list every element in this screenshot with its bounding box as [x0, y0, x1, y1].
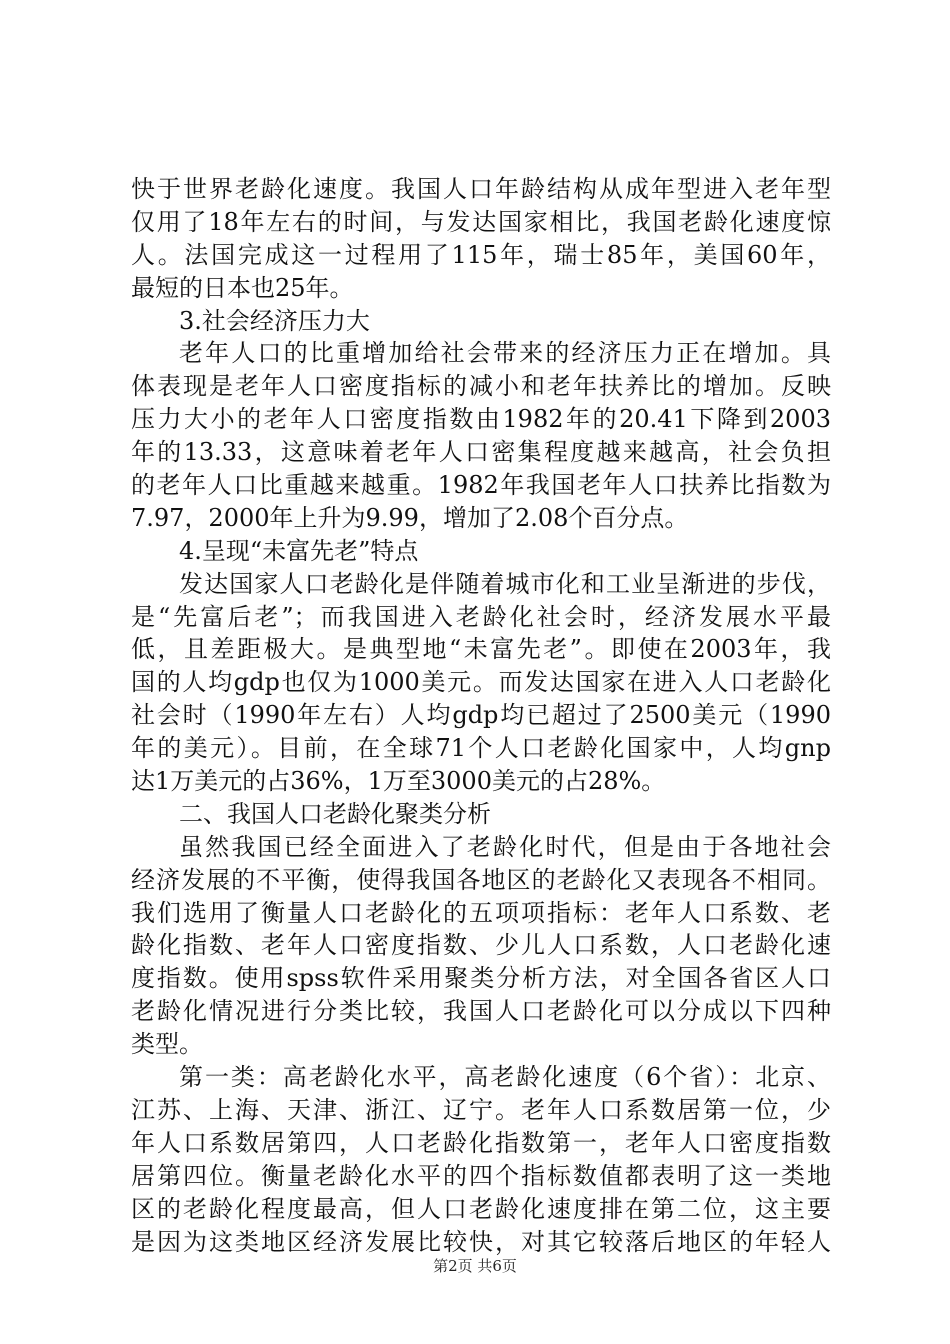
section-heading: 4.呈现“未富先老”特点: [179, 536, 419, 565]
text-line: 人。法国完成这一过程用了115年，瑞士85年，美国60年，: [131, 240, 831, 269]
text-line: 发达国家人口老龄化是伴随着城市化和工业呈渐进的步伐，: [179, 569, 831, 598]
text-line: 度指数。使用spss软件采用聚类分析方法，对全国各省区人口: [131, 964, 831, 993]
text-line: 社会时（1990年左右）人均gdp均已超过了2500美元（1990: [131, 701, 831, 730]
text-line: 最短的日本也25年。: [131, 273, 354, 302]
text-line: 年的美元）。目前，在全球71个人口老龄化国家中，人均gnp: [131, 734, 831, 763]
text-line: 达1万美元的占36%，1万至3000美元的占28%。: [131, 767, 666, 796]
text-line: 类型。: [131, 1030, 203, 1059]
text-line: 7.97，2000年上升为9.99，增加了2.08个百分点。: [131, 503, 689, 532]
text-line: 年人口系数居第四，人口老龄化指数第一，老年人口密度指数: [131, 1128, 831, 1157]
text-line: 年的13.33，这意味着老年人口密集程度越来越高，社会负担: [131, 438, 831, 467]
text-line: 的老年人口比重越来越重。1982年我国老年人口扶养比指数为: [131, 471, 831, 500]
text-line: 我们选用了衡量人口老龄化的五项项指标：老年人口系数、老: [131, 898, 831, 927]
text-line: 是因为这类地区经济发展比较快，对其它较落后地区的年轻人: [131, 1227, 831, 1256]
text-line: 江苏、上海、天津、浙江、辽宁。老年人口系数居第一位，少: [131, 1095, 831, 1124]
text-line: 经济发展的不平衡，使得我国各地区的老龄化又表现各不相同。: [131, 865, 831, 894]
text-line: 虽然我国已经全面进入了老龄化时代，但是由于各地社会: [179, 832, 831, 861]
text-line: 压力大小的老年人口密度指数由1982年的20.41下降到2003: [131, 405, 831, 434]
page-footer: 第2页 共6页: [433, 1257, 517, 1275]
text-line: 龄化指数、老年人口密度指数、少儿人口系数，人口老龄化速: [131, 931, 831, 960]
text-line: 区的老龄化程度最高，但人口老龄化速度排在第二位，这主要: [131, 1194, 831, 1223]
text-line: 是“先富后老”；而我国进入老龄化社会时，经济发展水平最: [131, 602, 831, 631]
section-heading: 3.社会经济压力大: [179, 306, 370, 335]
text-line: 居第四位。衡量老龄化水平的四个指标数值都表明了这一类地: [131, 1161, 831, 1190]
text-line: 仅用了18年左右的时间，与发达国家相比，我国老龄化速度惊: [131, 207, 831, 236]
text-line: 老年人口的比重增加给社会带来的经济压力正在增加。具: [179, 339, 831, 368]
text-line: 快于世界老龄化速度。我国人口年龄结构从成年型进入老年型: [131, 175, 831, 203]
text-line: 国的人均gdp也仅为1000美元。而发达国家在进入人口老龄化: [131, 668, 831, 697]
section-heading: 二、我国人口老龄化聚类分析: [179, 799, 491, 828]
text-line: 第一类：高老龄化水平，高老龄化速度（6个省）：北京、: [179, 1063, 831, 1092]
text-line: 老龄化情况进行分类比较，我国人口老龄化可以分成以下四种: [131, 997, 831, 1026]
document-body: [131, 173, 831, 1258]
text-line: 低，且差距极大。是典型地“未富先老”。即使在2003年，我: [131, 635, 831, 664]
text-line: 体表现是老年人口密度指标的减小和老年扶养比的增加。反映: [131, 372, 831, 401]
